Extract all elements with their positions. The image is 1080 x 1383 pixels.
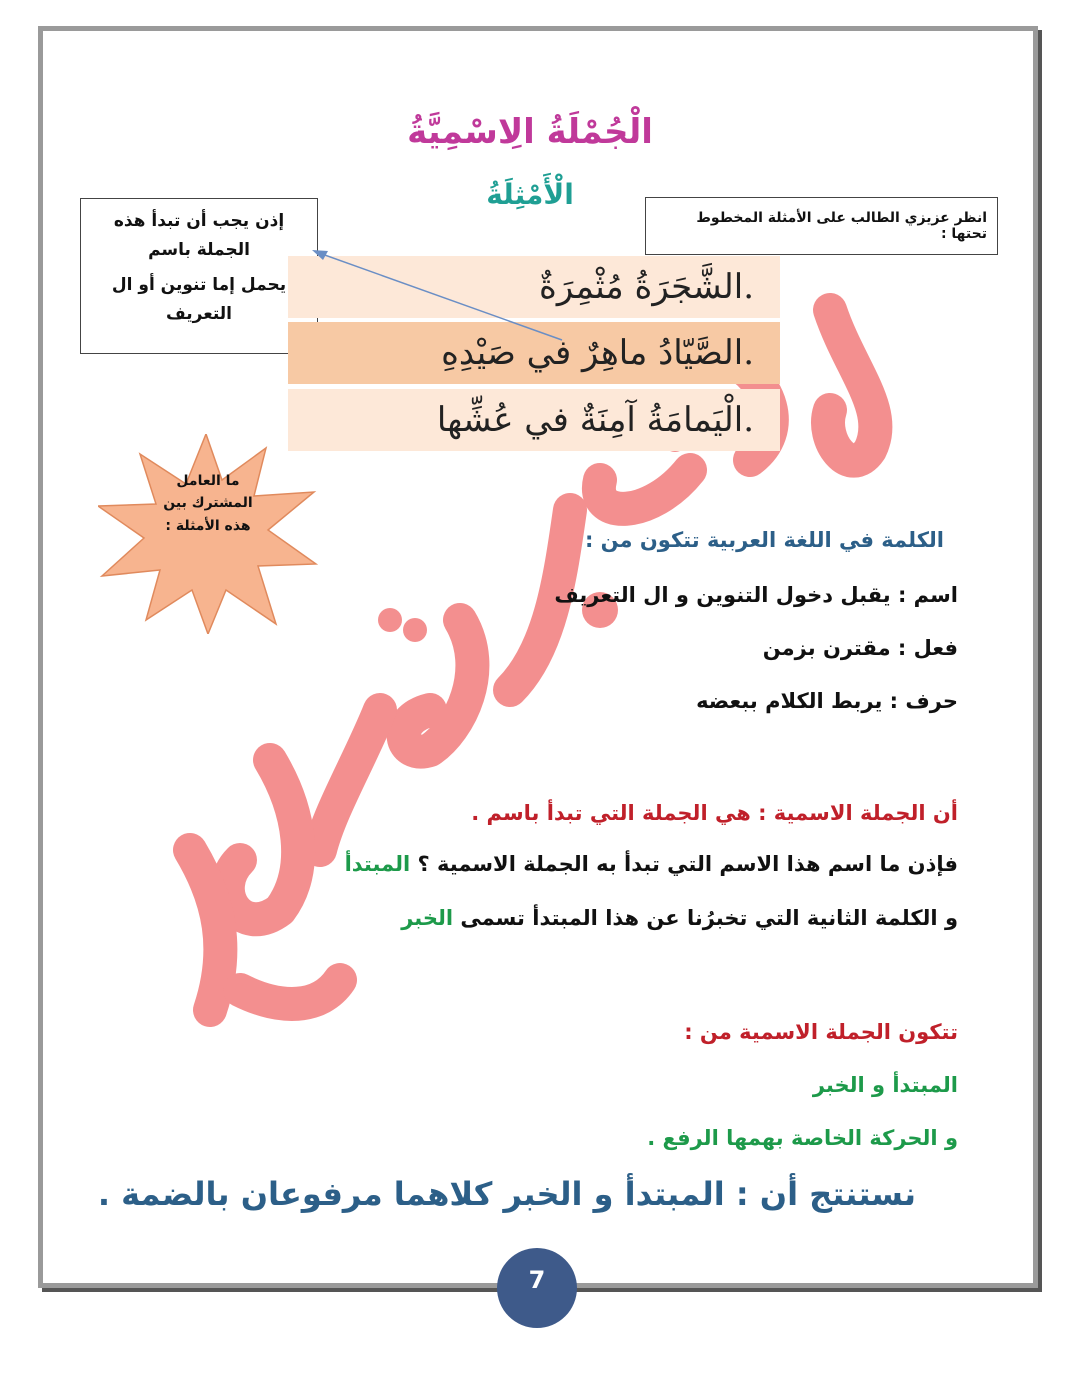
composition-item-2: و الحركة الخاصة بهمها الرفع . bbox=[647, 1126, 958, 1150]
second-word-line bbox=[401, 906, 958, 930]
second-word-answer: الخبر bbox=[401, 906, 454, 930]
page-number: 7 bbox=[497, 1248, 577, 1328]
example-sentence-3: الْيَمامَةُ آمِنَةٌ في عُشِّها. bbox=[288, 389, 780, 451]
nominal-sentence-definition: أن الجملة الاسمية : هي الجملة التي تبدأ باسم . bbox=[471, 801, 958, 825]
instruction-box: انظر عزيزي الطالب على الأمثلة المخطوط تحتها : bbox=[645, 197, 998, 255]
conclusion: نستنتج أن : المبتدأ و الخبر كلاهما مرفوعان بالضمة . bbox=[97, 1175, 916, 1213]
arrow-connector bbox=[300, 240, 570, 350]
word-types-heading: الكلمة في اللغة العربية تتكون من : bbox=[584, 528, 944, 552]
section-subtitle: الْأَمْثِلَةُ bbox=[486, 178, 574, 211]
noun-definition: اسم : يقبل دخول التنوين و ال التعريف bbox=[554, 583, 958, 607]
verb-definition: فعل : مقترن بزمن bbox=[762, 636, 958, 660]
starburst-callout-text: ما العامل المشترك بين هذه الأمثلة : bbox=[163, 473, 253, 534]
composition-heading: تتكون الجملة الاسمية من : bbox=[684, 1020, 958, 1044]
composition-item-1: المبتدأ و الخبر bbox=[812, 1073, 958, 1097]
note-line-1: إذن يجب أن تبدأ هذه الجملة باسم bbox=[113, 211, 285, 260]
question-answer: المبتدأ bbox=[344, 852, 411, 876]
example-sentence-2: الصَّيّادُ ماهِرٌ في صَيْدِهِ. bbox=[288, 322, 780, 384]
note-line-2: يحمل إما تنوين أو ال التعريف bbox=[111, 274, 287, 324]
question-line bbox=[345, 852, 958, 876]
page-title: الْجُمْلَةُ الِاسْمِيَّةُ bbox=[407, 112, 653, 152]
example-sentence-1: الشَّجَرَةُ مُثْمِرَةٌ. bbox=[288, 256, 780, 318]
particle-definition: حرف : يربط الكلام ببعضه bbox=[696, 689, 958, 713]
second-word-text: و الكلمة الثانية التي تخبرُنا عن هذا المبتدأ تسمى bbox=[460, 906, 958, 930]
note-box bbox=[80, 198, 318, 354]
question-text: فإذن ما اسم هذا الاسم التي تبدأ به الجملة الاسمية ؟ bbox=[417, 852, 958, 876]
